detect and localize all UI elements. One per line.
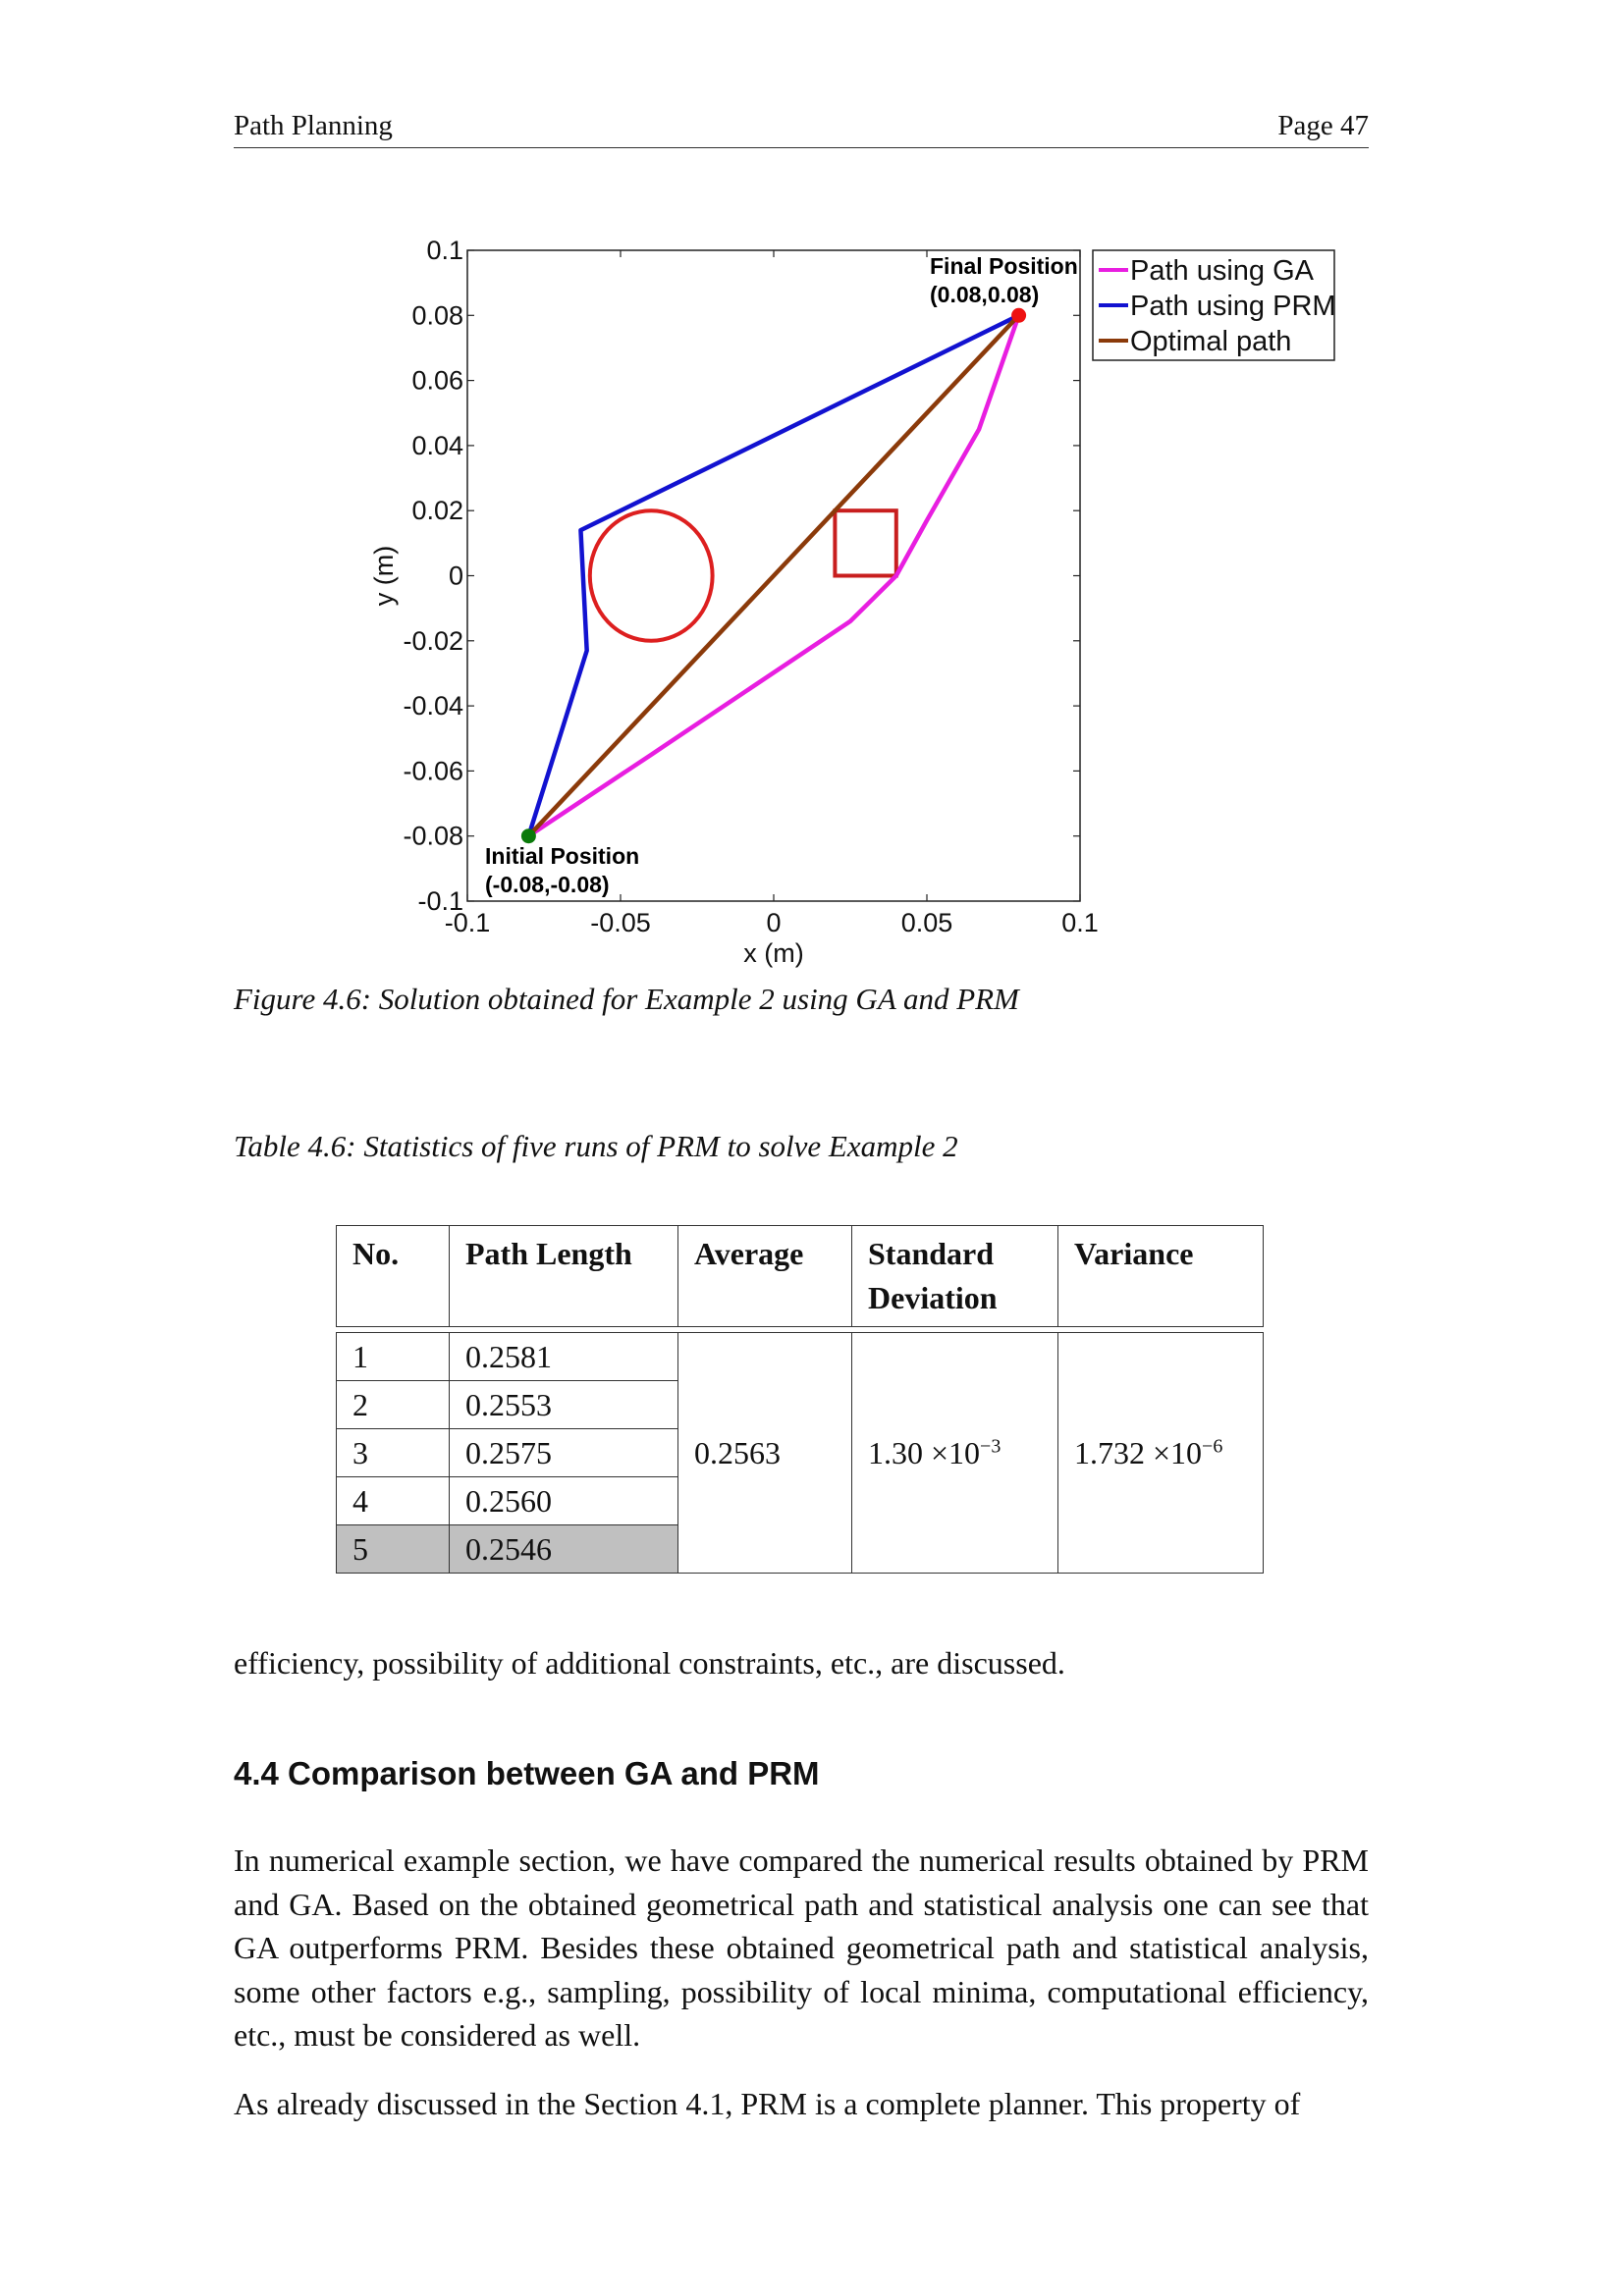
- goal-marker: [1011, 308, 1026, 323]
- table-row: [337, 1333, 1264, 1381]
- goal-label-line2: (0.08,0.08): [930, 282, 1040, 307]
- cell-no: 3: [337, 1429, 450, 1477]
- cell-no: 2: [337, 1381, 450, 1429]
- y-tick-label: 0.08: [411, 300, 463, 331]
- cell-length: 0.2546: [450, 1525, 678, 1574]
- x-tick-label: 0: [766, 908, 782, 937]
- y-tick-label: -0.06: [403, 756, 463, 786]
- cell-length: 0.2581: [450, 1333, 678, 1381]
- cell-length: 0.2553: [450, 1381, 678, 1429]
- cell-length: 0.2560: [450, 1477, 678, 1525]
- paragraph: As already discussed in the Section 4.1, PRM is a complete planner. This property of: [234, 2086, 1301, 2121]
- cell-no: 4: [337, 1477, 450, 1525]
- circle-obstacle: [590, 510, 713, 641]
- var-mantissa: 1.732 ×10: [1074, 1435, 1203, 1470]
- y-tick-label: 0.04: [411, 430, 463, 460]
- col-header-no: No.: [337, 1226, 450, 1327]
- table-caption: Table 4.6: Statistics of five runs of PRM to solve Example 2: [234, 1129, 958, 1163]
- y-tick-label: 0.1: [426, 236, 463, 265]
- legend-entry: Path using GA: [1130, 255, 1314, 287]
- path-planning-figure: [0, 0, 1624, 982]
- start-label-line2: (-0.08,-0.08): [485, 872, 610, 897]
- x-tick-label: 0.05: [900, 908, 953, 937]
- std-mantissa: 1.30 ×10: [868, 1435, 981, 1470]
- start-label-line1: Initial Position: [485, 843, 640, 869]
- x-tick-label: 0.1: [1061, 908, 1099, 937]
- page-number: Page 47: [1277, 110, 1369, 141]
- col-header-std: [852, 1226, 1058, 1327]
- cell-variance: [1058, 1333, 1264, 1574]
- y-tick-label: 0.06: [411, 365, 463, 396]
- x-tick-label: -0.1: [444, 908, 491, 937]
- y-tick-label: -0.1: [417, 886, 463, 916]
- x-tick-label: -0.05: [590, 908, 651, 937]
- y-tick-label: 0.02: [411, 496, 463, 526]
- y-tick-label: -0.04: [403, 691, 463, 721]
- series-line-2: [528, 315, 1018, 835]
- cell-length: 0.2575: [450, 1429, 678, 1477]
- cell-average: 0.2563: [678, 1333, 852, 1574]
- y-tick-label: -0.08: [403, 821, 463, 851]
- var-exponent: −6: [1202, 1435, 1223, 1458]
- col-header-average: Average: [678, 1226, 852, 1327]
- plot-series: [521, 308, 1026, 843]
- goal-label-line1: Final Position: [930, 253, 1078, 279]
- y-axis-label: y (m): [369, 545, 399, 607]
- figure-caption: Figure 4.6: Solution obtained for Example 2 using GA and PRM: [234, 982, 1019, 1016]
- cell-no: 5: [337, 1525, 450, 1574]
- section-heading: 4.4 Comparison between GA and PRM: [234, 1755, 820, 1791]
- col-header-variance: Variance: [1058, 1226, 1264, 1327]
- std-exponent: −3: [980, 1435, 1001, 1458]
- y-tick-label: -0.02: [403, 625, 463, 656]
- start-marker: [521, 828, 536, 843]
- y-tick-label: 0: [448, 561, 463, 591]
- paragraph-continuation: efficiency, possibility of additional constraints, etc., are discussed.: [234, 1645, 1065, 1681]
- square-obstacle: [835, 510, 895, 575]
- statistics-table: [336, 1225, 1264, 1574]
- paragraph: In numerical example section, we have compared the numerical results obtained by PRM and GA. Based on the obtained geometrical path and statistical analysis one can see that GA outperforms PRM. Besides these obtained geometrical path and statistical analysis, some other factors e.g., sampling, possibility of local minima, computational efficiency, etc., must be considered as well.: [234, 1842, 1369, 2053]
- table-header-row: [337, 1226, 1264, 1327]
- cell-std: [852, 1333, 1058, 1574]
- col-header-path-length: Path Length: [450, 1226, 678, 1327]
- x-axis-label: x (m): [743, 938, 804, 968]
- legend-entry: Optimal path: [1130, 326, 1292, 357]
- legend-entry: Path using PRM: [1130, 291, 1336, 322]
- cell-no: 1: [337, 1333, 450, 1381]
- col-header-std-1: Standard: [868, 1236, 995, 1271]
- legend: [1093, 250, 1336, 360]
- col-header-std-2: Deviation: [868, 1280, 998, 1315]
- header-title: Path Planning: [234, 110, 393, 141]
